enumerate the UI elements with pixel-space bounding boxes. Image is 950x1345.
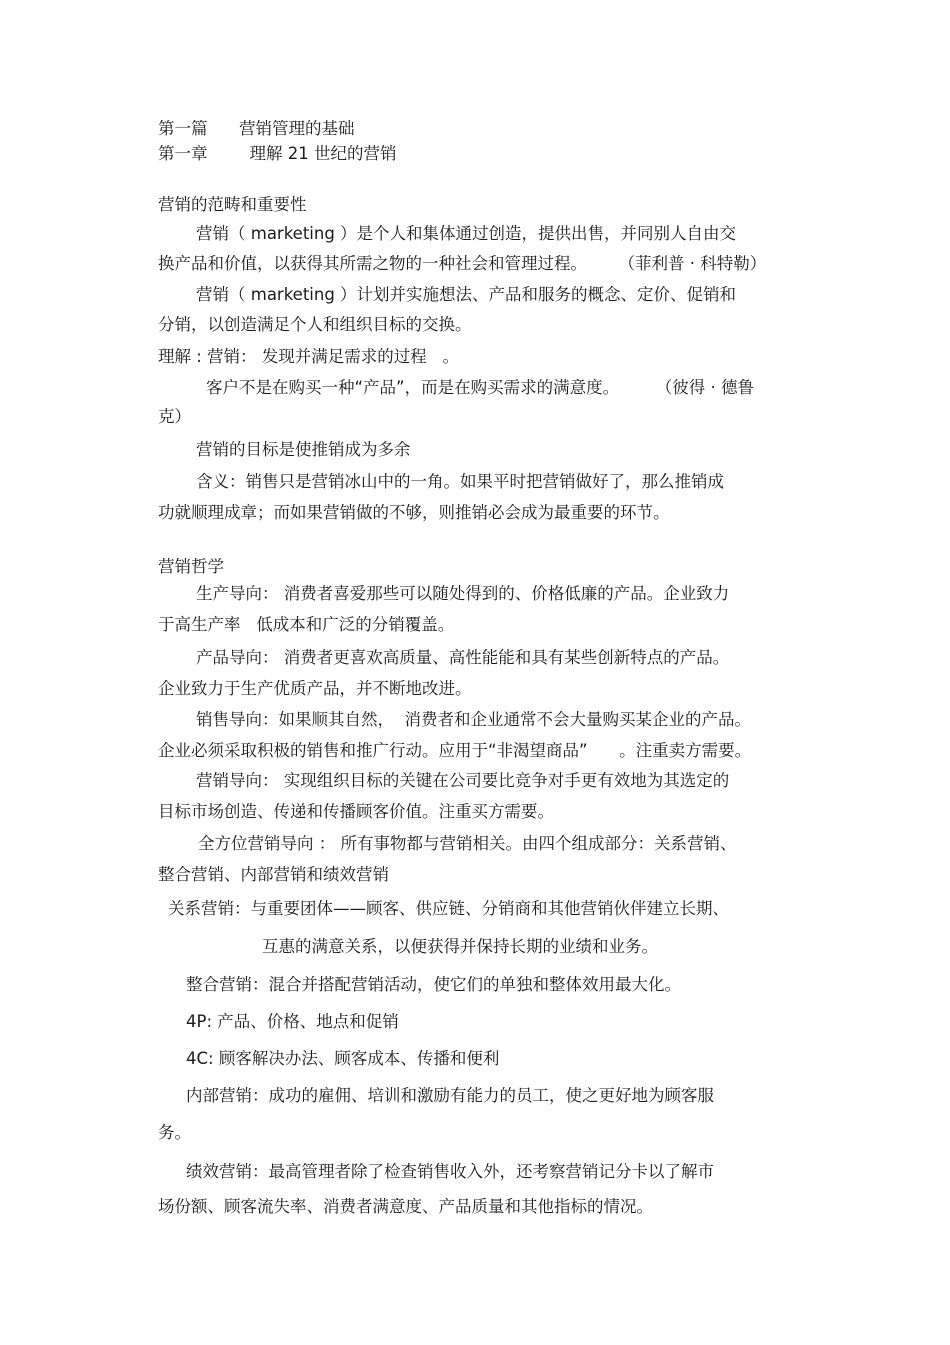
paragraph-line: 换产品和价值，以获得其所需之物的一种社会和管理过程。 （菲利普 · 科特勒） bbox=[158, 254, 767, 273]
paragraph-line: 营销（ marketing ）是个人和集体通过创造，提供出售，并同别人自由交 bbox=[196, 224, 737, 243]
paragraph-line: 目标市场创造、传递和传播顾客价值。注重买方需要。 bbox=[158, 802, 554, 821]
paragraph-line: 务。 bbox=[158, 1123, 191, 1142]
paragraph-line: 关系营销：与重要团体——顾客、供应链、分销商和其他营销伙伴建立长期、 bbox=[168, 899, 729, 918]
paragraph-line: 生产导向： 消费者喜爱那些可以随处得到的、价格低廉的产品。企业致力 bbox=[196, 584, 730, 603]
paragraph-line: 功就顺理成章；而如果营销做的不够，则推销必会成为最重要的环节。 bbox=[158, 503, 670, 522]
paragraph-line: 企业必须采取积极的销售和推广行动。应用于“非渴望商品” 。注重卖方需要。 bbox=[158, 741, 752, 760]
paragraph-line: 整合营销：混合并搭配营销活动，使它们的单独和整体效用最大化。 bbox=[186, 975, 681, 994]
paragraph-line: 客户不是在购买一种“产品”，而是在购买需求的满意度。 （彼得 · 德鲁 bbox=[206, 378, 755, 397]
chapter-heading: 第一章 理解 21 世纪的营销 bbox=[158, 144, 397, 163]
paragraph-line: 绩效营销：最高管理者除了检查销售收入外，还考察营销记分卡以了解市 bbox=[186, 1162, 714, 1181]
paragraph-line: 4C: 顾客解决办法、顾客成本、传播和便利 bbox=[186, 1049, 500, 1068]
paragraph-line: 全方位营销导向 ： 所有事物都与营销相关。由四个组成部分：关系营销、 bbox=[198, 834, 737, 853]
paragraph-line: 营销的目标是使推销成为多余 bbox=[196, 440, 411, 459]
paragraph-line: 整合营销、内部营销和绩效营销 bbox=[158, 865, 389, 884]
paragraph-line: 分销，以创造满足个人和组织目标的交换。 bbox=[158, 315, 472, 334]
paragraph-line: 理解 : 营销： 发现并满足需求的过程 。 bbox=[158, 347, 460, 366]
section-heading-philosophy: 营销哲学 bbox=[158, 557, 224, 576]
paragraph-line: 营销导向： 实现组织目标的关键在公司要比竞争对手更有效地为其选定的 bbox=[196, 771, 730, 790]
paragraph-line: 产品导向： 消费者更喜欢高质量、高性能能和具有某些创新特点的产品。 bbox=[196, 648, 730, 667]
section-heading-scope: 营销的范畴和重要性 bbox=[158, 195, 307, 214]
part-heading: 第一篇 营销管理的基础 bbox=[158, 119, 355, 138]
paragraph-line: 销售导向：如果顺其自然， 消费者和企业通常不会大量购买某企业的产品。 bbox=[196, 710, 751, 729]
paragraph-line: 互惠的满意关系，以便获得并保持长期的业绩和业务。 bbox=[262, 937, 658, 956]
paragraph-line: 含义：销售只是营销冰山中的一角。如果平时把营销做好了，那么推销成 bbox=[196, 472, 724, 491]
paragraph-line: 于高生产率 低成本和广泛的分销覆盖。 bbox=[158, 615, 455, 634]
paragraph-line: 场份额、顾客流失率、消费者满意度、产品质量和其他指标的情况。 bbox=[158, 1197, 653, 1216]
paragraph-line: 克） bbox=[158, 407, 191, 426]
paragraph-line: 营销（ marketing ）计划并实施想法、产品和服务的概念、定价、促销和 bbox=[196, 285, 737, 304]
paragraph-line: 企业致力于生产优质产品，并不断地改进。 bbox=[158, 679, 472, 698]
paragraph-line: 4P: 产品、价格、地点和促销 bbox=[186, 1012, 399, 1031]
paragraph-line: 内部营销：成功的雇佣、培训和激励有能力的员工，使之更好地为顾客服 bbox=[186, 1086, 714, 1105]
